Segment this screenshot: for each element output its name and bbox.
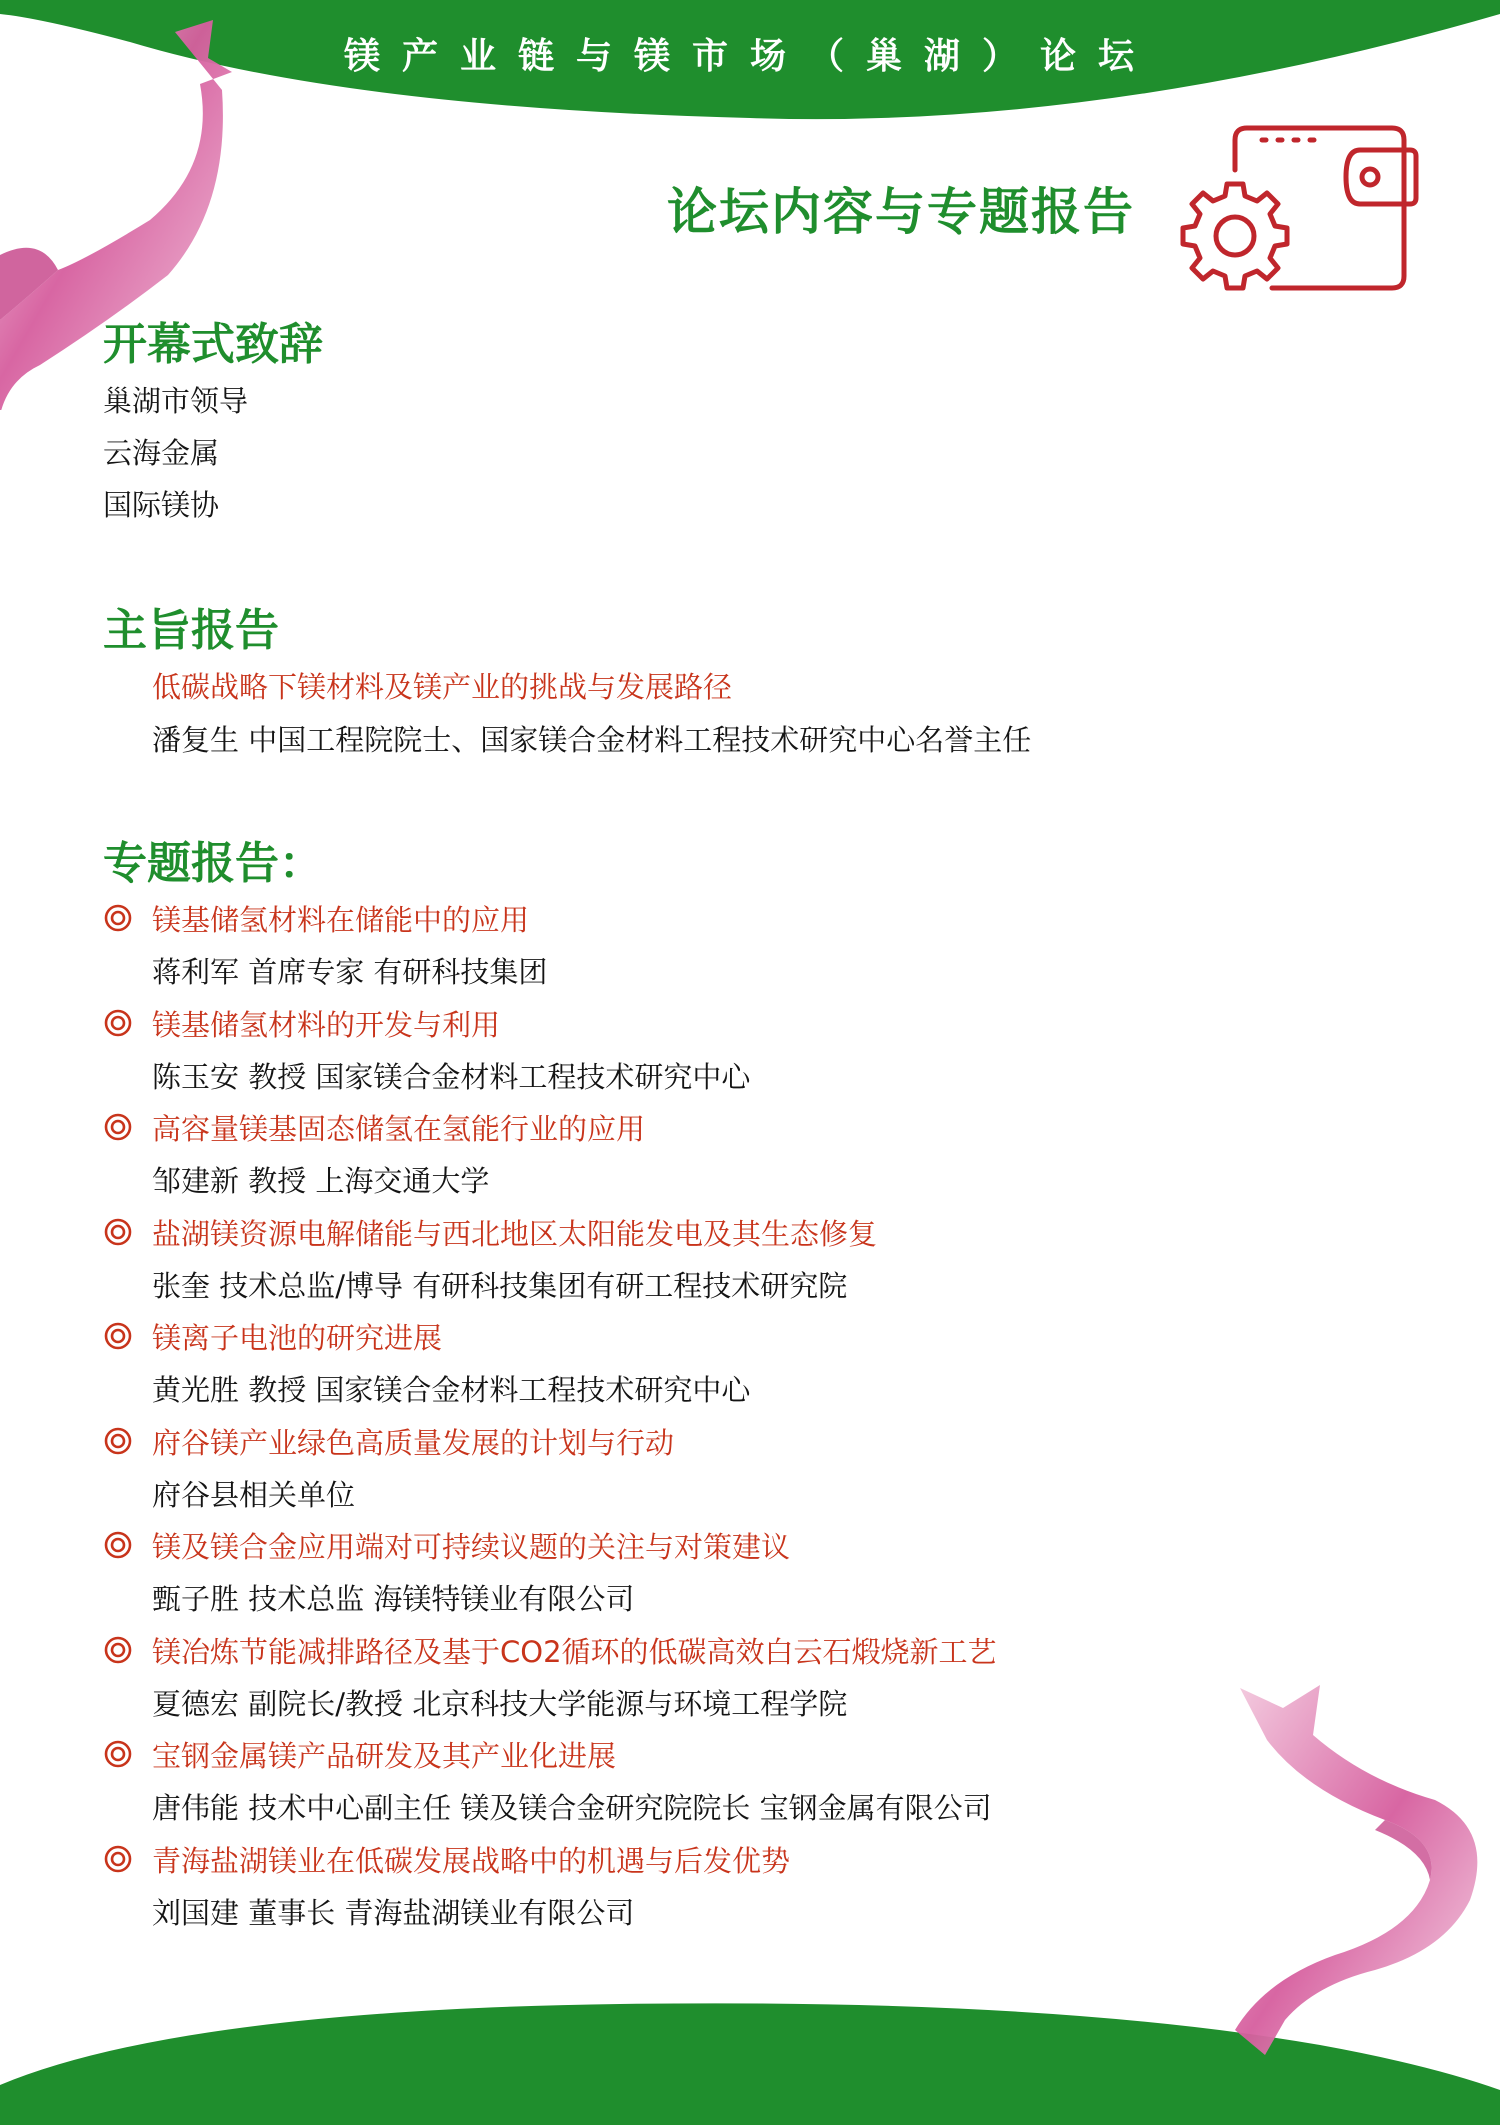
report-speaker: 陈玉安 教授 国家镁合金材料工程技术研究中心 [152,1059,751,1094]
double-circle-bullet-icon [103,1844,133,1874]
double-circle-bullet-icon [103,1217,133,1247]
report-title: 高容量镁基固态储氢在氢能行业的应用 [152,1112,646,1146]
report-speaker: 刘国建 董事长 青海盐湖镁业有限公司 [152,1895,635,1930]
double-circle-bullet-icon [103,1426,133,1456]
opening-speaker: 巢湖市领导 [103,384,249,418]
report-speaker: 唐伟能 技术中心副主任 镁及镁合金研究院院长 宝钢金属有限公司 [152,1791,992,1825]
wallet-gear-icon [1180,118,1420,293]
report-speaker: 蒋利军 首席专家 有研科技集团 [152,955,548,989]
opening-speech-heading: 开幕式致辞 [103,319,323,370]
report-speaker: 夏德宏 副院长/教授 北京科技大学能源与环境工程学院 [152,1686,848,1721]
report-speaker: 邹建新 教授 上海交通大学 [152,1164,490,1198]
report-speaker: 张奎 技术总监/博导 有研科技集团有研工程技术研究院 [152,1268,848,1303]
double-circle-bullet-icon [103,1112,133,1142]
keynote-speaker: 潘复生 中国工程院院士、国家镁合金材料工程技术研究中心名誉主任 [152,723,1032,757]
report-title: 府谷镁产业绿色高质量发展的计划与行动 [152,1425,675,1460]
report-speaker: 甄子胜 技术总监 海镁特镁业有限公司 [152,1582,635,1616]
pink-ribbon-decoration-right [1225,1680,1500,2055]
report-title: 青海盐湖镁业在低碳发展战略中的机遇与后发优势 [152,1843,791,1878]
special-reports-heading: 专题报告： [103,838,323,889]
report-title: 宝钢金属镁产品研发及其产业化进展 [152,1739,617,1773]
opening-speaker: 云海金属 [103,436,220,470]
opening-speaker: 国际镁协 [103,488,220,522]
forum-banner-title: 镁产业链与镁市场（巢湖）论坛 [343,36,1156,77]
double-circle-bullet-icon [103,1530,133,1560]
report-speaker: 府谷县相关单位 [152,1477,356,1512]
report-title: 镁离子电池的研究进展 [152,1321,443,1355]
keynote-title: 低碳战略下镁材料及镁产业的挑战与发展路径 [152,670,733,704]
report-title: 盐湖镁资源电解储能与西北地区太阳能发电及其生态修复 [152,1216,878,1251]
double-circle-bullet-icon [103,1008,133,1038]
double-circle-bullet-icon [103,1635,133,1665]
keynote-heading: 主旨报告 [103,605,279,656]
double-circle-bullet-icon [103,1739,133,1769]
double-circle-bullet-icon [103,903,133,933]
double-circle-bullet-icon [103,1321,133,1351]
report-title: 镁基储氢材料的开发与利用 [152,1007,501,1042]
document-title: 论坛内容与专题报告 [667,183,1135,241]
report-title: 镁基储氢材料在储能中的应用 [152,903,530,937]
report-title: 镁冶炼节能减排路径及基于CO2循环的低碳高效白云石煅烧新工艺 [152,1634,997,1669]
report-speaker: 黄光胜 教授 国家镁合金材料工程技术研究中心 [152,1373,751,1407]
report-title: 镁及镁合金应用端对可持续议题的关注与对策建议 [152,1530,791,1564]
